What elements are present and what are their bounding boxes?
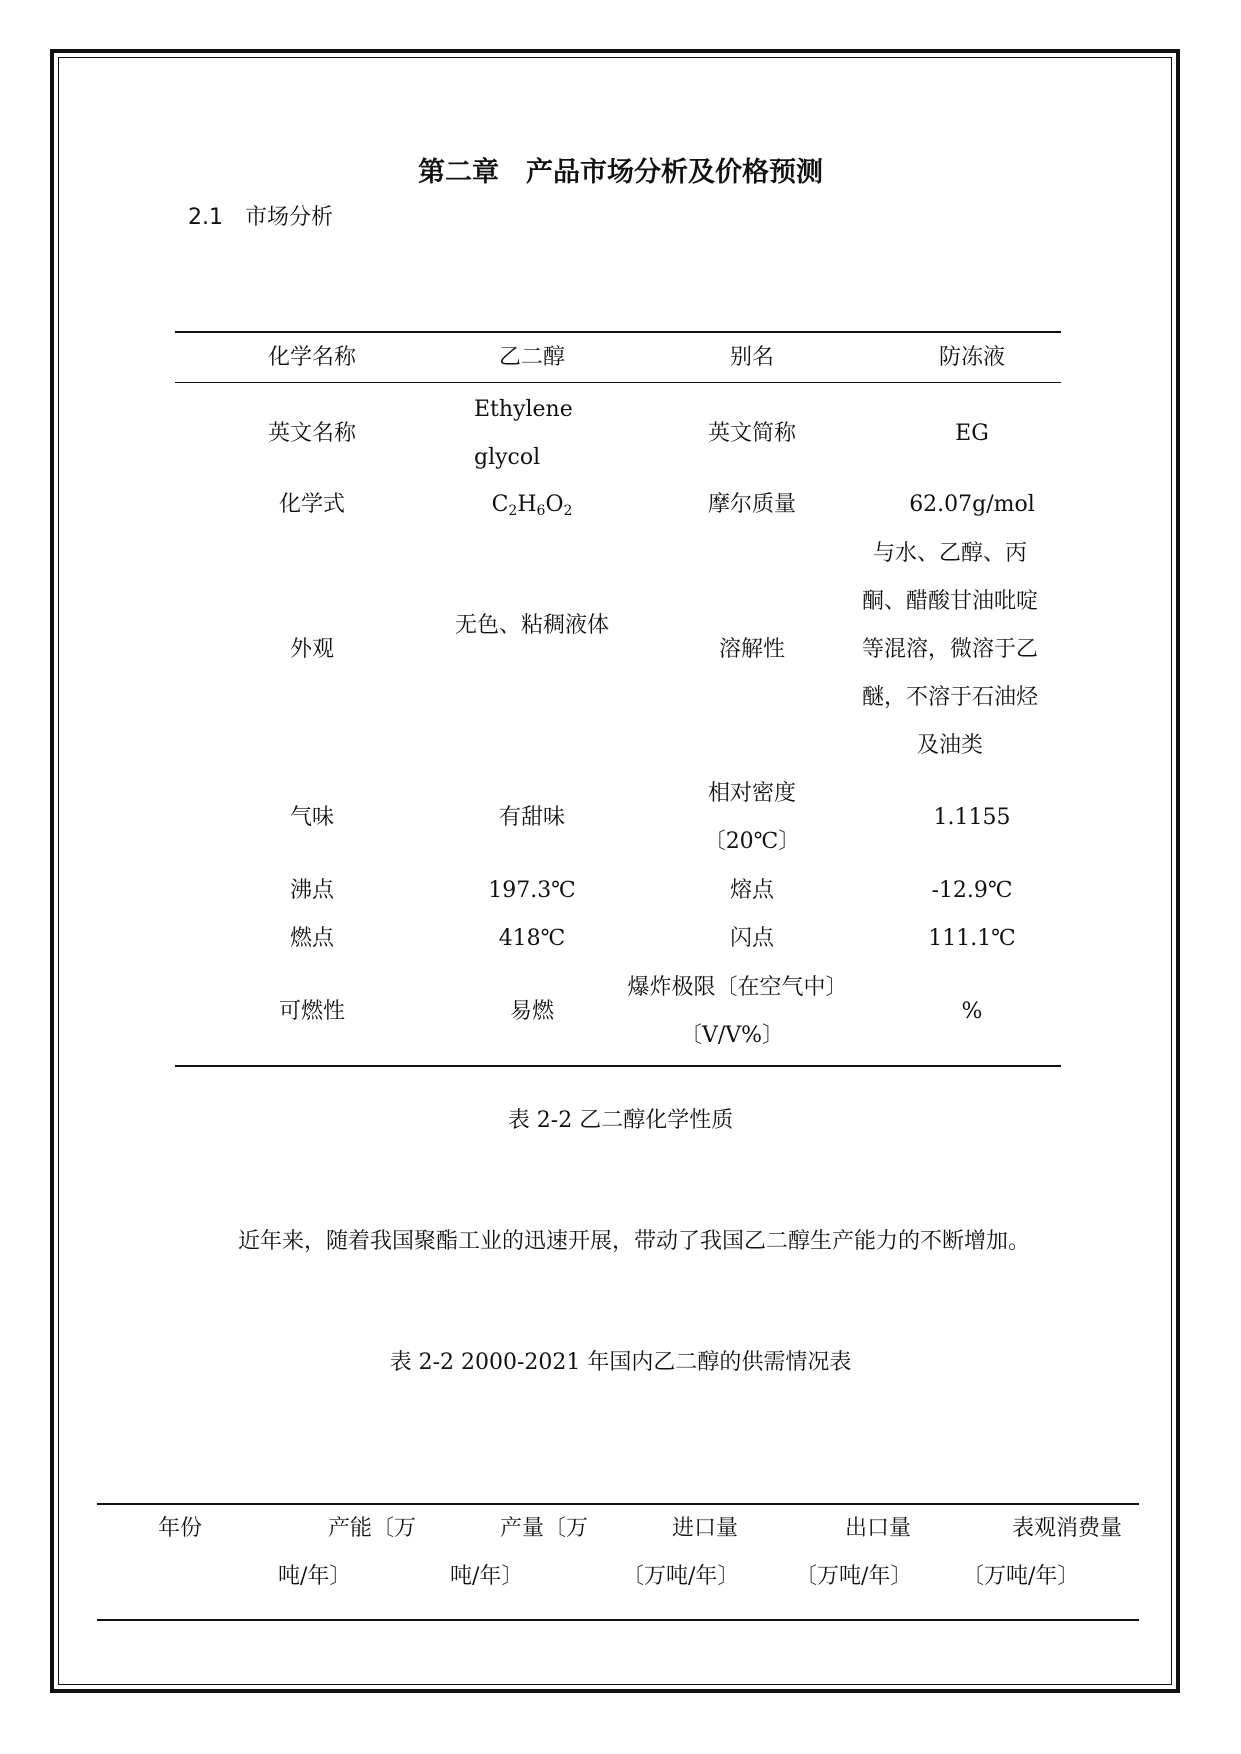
table-cell: % (961, 999, 983, 1024)
table-cell: 英文名称 (267, 421, 356, 446)
header-cell: 乙二醇 (498, 345, 565, 370)
table-cell: 英文简称 (707, 421, 796, 446)
table-cell: 111.1℃ (928, 926, 1016, 951)
header-cell: 别名 (729, 345, 774, 370)
table2-header-cell: 进口量〔万吨/年〕 (622, 1516, 740, 1589)
table-cell: 外观 (289, 637, 334, 662)
table-cell: 熔点 (729, 878, 774, 903)
table2-caption: 表 2-2 2000-2021 年国内乙二醇的供需情况表 (389, 1350, 852, 1375)
section-number: 2.1 (188, 205, 223, 230)
table-cell: 1.1155 (933, 805, 1011, 830)
table-cell: 摩尔质量 (707, 492, 796, 517)
table-cell: 溶解性 (718, 637, 785, 662)
table-cell: 易燃 (509, 999, 554, 1024)
table-cell: 爆炸极限〔在空气中〕〔V/V%〕 (627, 975, 837, 1048)
table-cell: 62.07g/mol (909, 492, 1035, 517)
section-title: 市场分析 (245, 205, 334, 230)
table-cell: 沸点 (289, 878, 334, 903)
chapter-title: 第二章 产品市场分析及价格预测 (418, 157, 823, 188)
table-cell: 燃点 (289, 926, 334, 951)
body-paragraph: 近年来，随着我国聚酯工业的迅速开展，带动了我国乙二醇生产能力的不断增加。 (238, 1229, 1031, 1254)
table-cell: 与水、乙醇、丙酮、醋酸甘油吡啶等混溶，微溶于乙醚，不溶于石油烃及油类 (861, 541, 1038, 758)
table-header-rule (175, 382, 1061, 383)
header-cell: 防冻液 (938, 345, 1005, 370)
table2-header-rule (97, 1619, 1139, 1621)
table-bottom-rule (175, 1065, 1061, 1067)
table-cell: 197.3℃ (488, 878, 576, 903)
table-cell: Ethylene glycol (474, 397, 573, 470)
table-cell: 无色、粘稠液体 (454, 613, 609, 638)
table2-header-cell: 产量〔万吨/年〕 (450, 1516, 589, 1589)
table-cell: 418℃ (498, 926, 566, 951)
table-cell: 可燃性 (278, 999, 345, 1024)
table2-header-cell: 出口量〔万吨/年〕 (795, 1516, 913, 1589)
chemical-formula: $C_2H_6O_2$ (491, 492, 573, 519)
table-cell: 相对密度〔20℃〕 (703, 781, 801, 854)
table2-header-cell: 年份 (158, 1516, 203, 1541)
table-cell: EG (955, 421, 989, 446)
header-cell: 化学名称 (267, 345, 356, 370)
table-top-rule (175, 331, 1061, 333)
table2-header-cell: 产能〔万吨/年〕 (278, 1516, 417, 1589)
table-cell: -12.9℃ (931, 878, 1013, 903)
table2-header-cell: 表观消费量〔万吨/年〕 (962, 1516, 1123, 1589)
table1-caption: 表 2-2 乙二醇化学性质 (507, 1108, 734, 1133)
table-cell: 化学式 (278, 492, 345, 517)
table-cell: 闪点 (729, 926, 774, 951)
section-heading (188, 200, 333, 231)
table-cell: 有甜味 (498, 805, 565, 830)
table-cell: 气味 (289, 805, 334, 830)
